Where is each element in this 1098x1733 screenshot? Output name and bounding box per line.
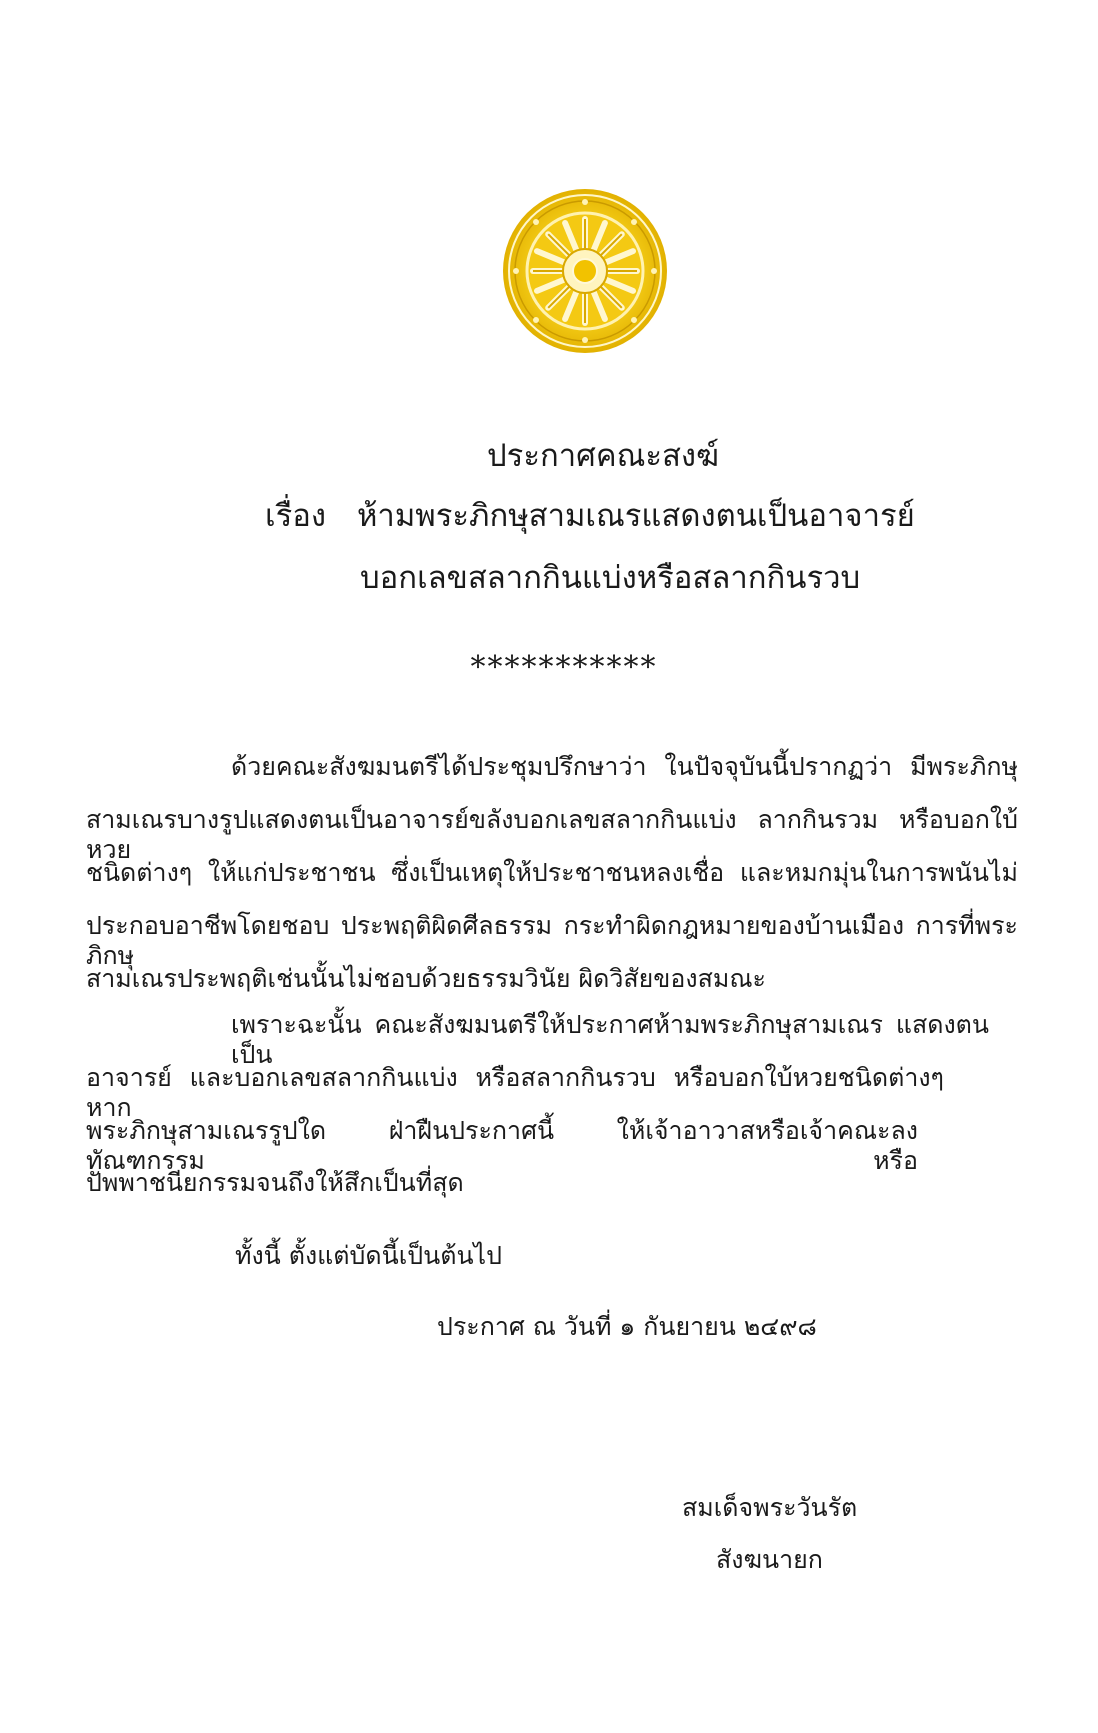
paragraph-1-line: สามเณรบางรูปแสดงตนเป็นอาจารย์ขลังบอกเลขสลากกินแบ่ง ลากกินรวม หรือบอกใบ้หวย	[86, 805, 1018, 864]
paragraph-2-line: ปัพพาชนียกรรมจนถึงให้สึกเป็นที่สุด	[86, 1168, 464, 1197]
announcement-date: ประกาศ ณ วันที่ ๑ กันยายน ๒๔๙๘	[437, 1312, 817, 1341]
subject-line-1: ห้ามพระภิกษุสามเณรแสดงตนเป็นอาจารย์	[357, 498, 915, 534]
paragraph-1-line: ชนิดต่างๆ ให้แก่ประชาชน ซึ่งเป็นเหตุให้ประชาชนหลงเชื่อ และหมกมุ่นในการพนันไม่	[86, 858, 1018, 887]
signatory-position: สังฆนายก	[716, 1545, 823, 1574]
effective-statement: ทั้งนี้ ตั้งแต่บัดนี้เป็นต้นไป	[235, 1241, 502, 1270]
paragraph-1-line: ด้วยคณะสังฆมนตรีได้ประชุมปรึกษาว่า ในปัจจุบันนี้ปรากฏว่า มีพระภิกษุ	[231, 752, 1018, 781]
separator: ***********	[470, 650, 658, 685]
subject-line-2: บอกเลขสลากกินแบ่งหรือสลากกินรวบ	[360, 560, 861, 596]
subject-label: เรื่อง	[265, 498, 327, 534]
paragraph-1-line: สามเณรประพฤติเช่นนั้นไม่ชอบด้วยธรรมวินัย ผิดวิสัยของสมณะ	[86, 964, 766, 993]
announcement-title: ประกาศคณะสงฆ์	[487, 438, 720, 474]
signatory-name: สมเด็จพระวันรัต	[682, 1493, 858, 1522]
paragraph-2-line: เพราะฉะนั้น คณะสังฆมนตรีให้ประกาศห้ามพระภิกษุสามเณร แสดงตนเป็น	[231, 1010, 989, 1069]
paragraph-1-line: ประกอบอาชีพโดยชอบ ประพฤติผิดศีลธรรม กระทำผิดกฎหมายของบ้านเมือง การที่พระภิกษุ	[86, 911, 1018, 970]
paragraph-2-line: พระภิกษุสามเณรรูปใด ฝ่าฝืนประกาศนี้ ให้เจ้าอาวาสหรือเจ้าคณะลงทัณฑกรรม หรือ	[86, 1116, 918, 1175]
paragraph-2-line: อาจารย์ และบอกเลขสลากกินแบ่ง หรือสลากกินรวบ หรือบอกใบ้หวยชนิดต่างๆ หาก	[86, 1063, 944, 1122]
dharmachakra-seal-icon	[502, 188, 668, 354]
